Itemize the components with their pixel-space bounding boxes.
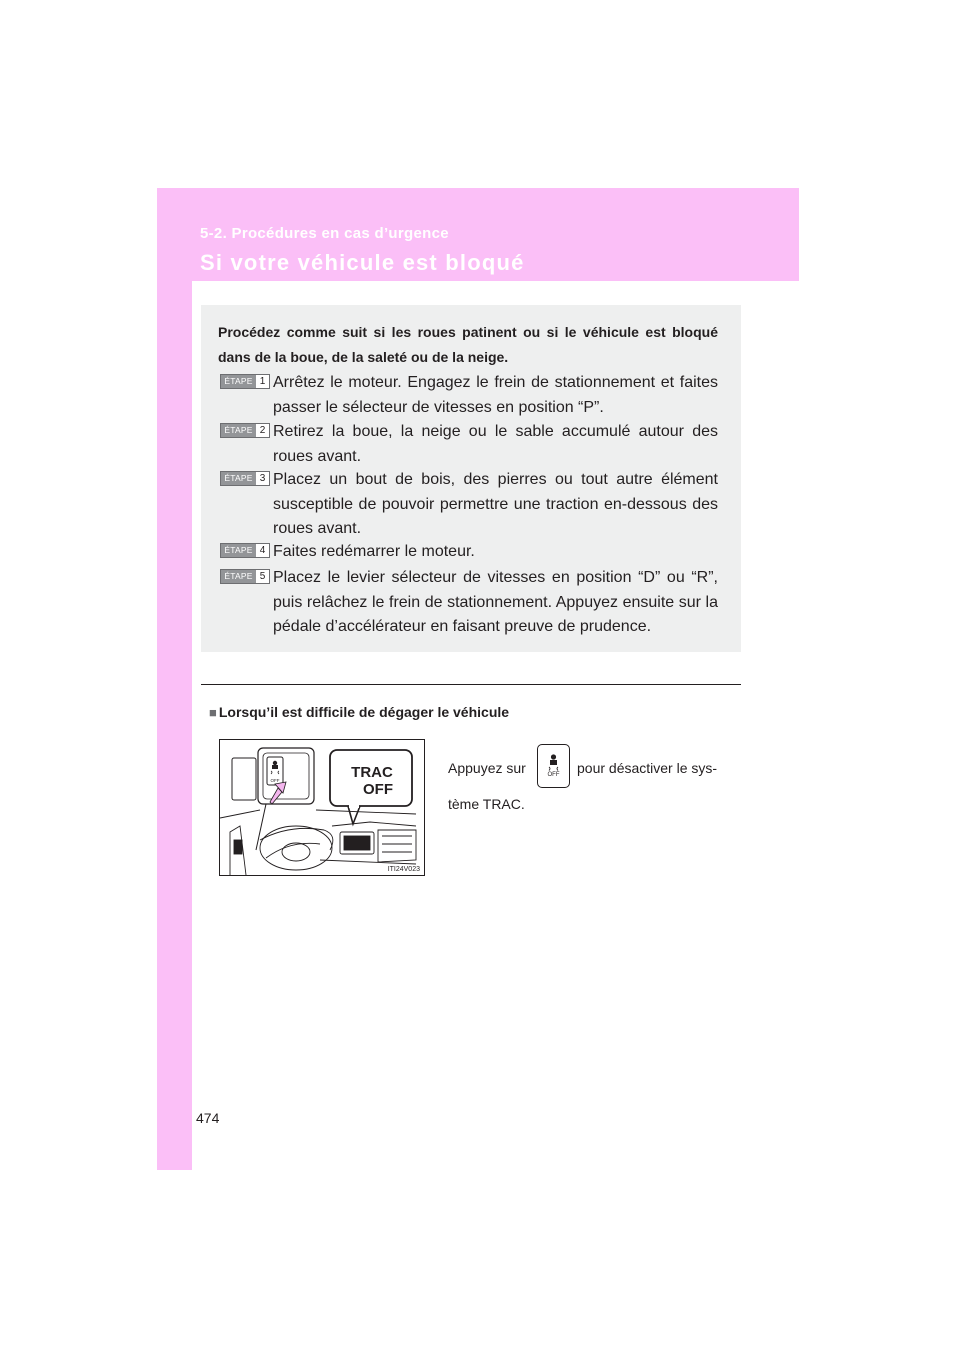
section-divider xyxy=(201,684,741,685)
instruction-after: pour désactiver le sys- xyxy=(577,760,718,776)
chapter-sidebar xyxy=(157,188,192,1170)
figure-id: ITI24V023 xyxy=(387,866,420,873)
callout-line-2: OFF xyxy=(363,781,393,798)
step-label: ÉTAPE xyxy=(221,472,256,485)
side-panel xyxy=(232,758,256,800)
dashboard-outline xyxy=(220,810,416,875)
trac-off-button-icon xyxy=(537,744,570,788)
switch-panel xyxy=(258,748,314,804)
step-number: 5 xyxy=(259,571,266,582)
step-badge xyxy=(220,543,270,558)
trac-off-illustration xyxy=(219,739,425,876)
switch-label: OFF xyxy=(270,778,280,783)
step-badge xyxy=(220,423,270,438)
page-title: Si votre véhicule est bloqué xyxy=(200,250,525,275)
step-label: ÉTAPE xyxy=(221,424,256,437)
step-number: 1 xyxy=(259,376,266,387)
step-text: Placez le levier sélecteur de vitesses en position “D” ou “R”, puis relâchez le frein de stationnement. Appuyez ensuite sur la pédale d’accélérateur en faisant preuve de prudence. xyxy=(273,569,718,635)
dashboard-drawing xyxy=(220,740,424,875)
step-1 xyxy=(220,371,718,420)
step-badge xyxy=(220,569,270,584)
procedure-intro: Procédez comme suit si les roues patinent ou si le véhicule est bloqué dans de la boue, de la saleté ou de la neige. xyxy=(218,324,718,365)
step-text: Placez un bout de bois, des pierres ou tout autre élément susceptible de pouvoir permettre une traction en-dessous des roues avant. xyxy=(273,471,718,537)
page-number: 474 xyxy=(196,1110,220,1126)
step-label: ÉTAPE xyxy=(221,544,256,557)
step-text: Faites redémarrer le moteur. xyxy=(273,543,475,560)
instruction-line-2: tème TRAC. xyxy=(448,796,525,812)
step-badge xyxy=(220,471,270,486)
subsection-title: Lorsqu’il est difficile de dégager le véhicule xyxy=(218,704,510,720)
step-number: 2 xyxy=(259,425,266,436)
callout-tail xyxy=(348,806,360,824)
step-number: 3 xyxy=(259,473,266,484)
step-3 xyxy=(220,468,718,542)
step-text: Retirez la boue, la neige ou le sable accumulé autour des roues avant. xyxy=(273,423,718,465)
step-label: ÉTAPE xyxy=(221,375,256,388)
callout-line-1: TRAC xyxy=(351,764,393,781)
instruction-before: Appuyez sur xyxy=(448,760,526,776)
step-2 xyxy=(220,420,718,469)
step-badge xyxy=(220,374,270,389)
step-label: ÉTAPE xyxy=(221,570,256,583)
step-text: Arrêtez le moteur. Engagez le frein de stationnement et faites passer le sélecteur de vitesses en position “P”. xyxy=(273,374,718,416)
step-number: 4 xyxy=(259,545,266,556)
button-off-label: OFF xyxy=(547,772,560,778)
step-5 xyxy=(220,566,718,640)
square-bullet-icon: ■ xyxy=(209,705,217,720)
step-4 xyxy=(220,540,718,565)
subsection-heading xyxy=(209,704,509,720)
section-label: 5-2. Procédures en cas d’urgence xyxy=(200,225,449,242)
